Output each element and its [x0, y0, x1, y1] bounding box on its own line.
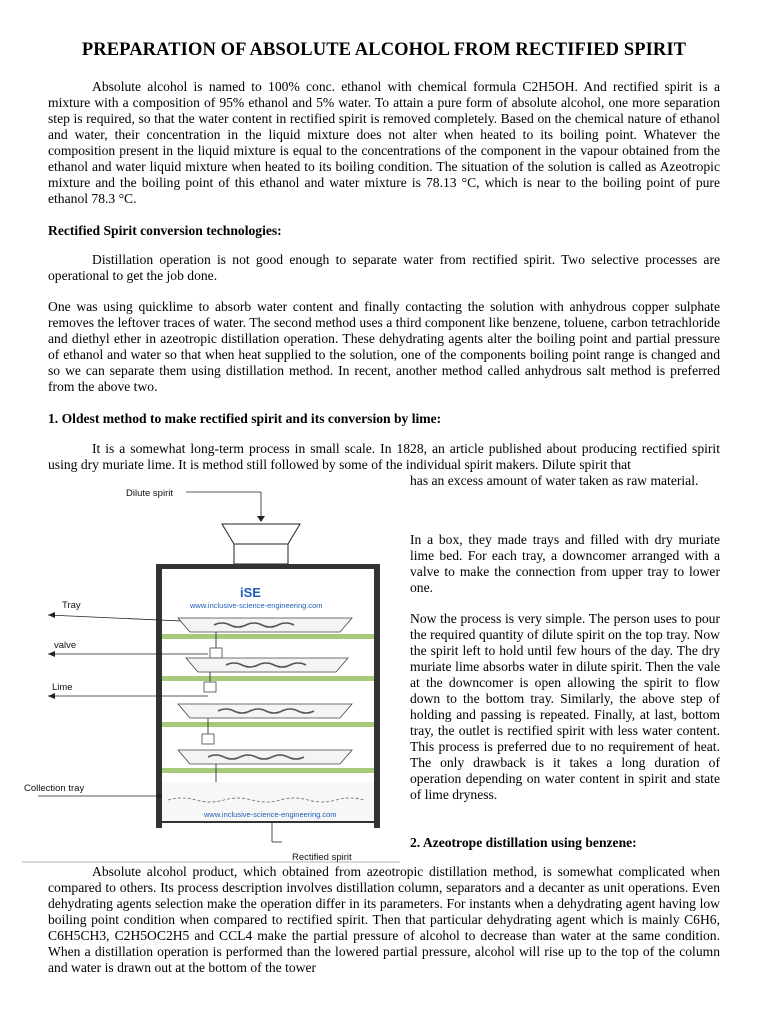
- label-valve: valve: [54, 640, 77, 651]
- technologies-paragraph-2: One was using quicklime to absorb water content and finally contacting the solution with anhydrous copper sulphate removes the leftover traces of water. The second method uses a third component like benzene, toluene, carbon tetrachloride and diethyl ether in azeotropic distillation operation. These dehydrating agents alter the boiling point and partial pressure of ethanol and water so that when heat supplied to the solution, one of the components boiling point range is changed and so we can separate them using distillation method. In recent, another method called anhydrous salt method is preferred from the above two.: [48, 299, 720, 394]
- intro-paragraph: Absolute alcohol is named to 100% conc. ethanol with chemical formula C2H5OH. And rectified spirit is a mixture with a composition of 95% ethanol and 5% water. To attain a pure form of absolute alcohol, one more separation step is required, so that the water content in rectified spirit is removed completely. Based on the chemical nature of ethanol and water, their concentration in the liquid mixture does not alter when heated to its boiling point. Whatever the composition present in the liquid mixture is equal to the concentrations of the component in the vapour obtained from the ethanol and water liquid mixture when heated to its boiling condition. The situation of the solution is called as Azeotropic mixture and the boiling point of this ethanol and water mixture is 78.13 °C, which is near to the boiling point of pure ethanol 78.3 °C.: [48, 79, 720, 206]
- ise-logo: iSE: [240, 585, 261, 600]
- label-tray: Tray: [62, 600, 81, 611]
- label-dilute-spirit: Dilute spirit: [126, 488, 173, 499]
- watermark-top: www.inclusive-science-engineering.com: [190, 601, 323, 610]
- section-heading-technologies: Rectified Spirit conversion technologies:: [48, 223, 282, 238]
- technologies-paragraph-1: Distillation operation is not good enough to separate water from rectified spirit. Two selective processes are operational to get the job done.: [48, 252, 720, 283]
- label-rectified-spirit: Rectified spirit: [292, 852, 352, 863]
- method1-paragraph-3: Now the process is very simple. The person uses to pour the required quantity of dilute spirit on the top tray. Now the spirit left to hold until few hours of the day. The dry muriate lime absorbs water in dilute spirit. Then the vale at the downcomer is open allowing the spirit to flow down to the bottom tray. Similarly, the above step of holding and passing is repeated. Finally, at last, bottom tray, the outlet is rectified spirit with less water content. This process is preferred due to no requirement of heat. The only drawback is it takes a long duration of operation depending on water content in spirit and state of lime dryness.: [410, 611, 720, 802]
- method1-paragraph-1: It is a somewhat long-term process in small scale. In 1828, an article published about producing rectified spirit using dry muriate lime. It is method still followed by some of the individual spirit makers. Dilute spirit that: [48, 441, 720, 472]
- method2-heading: 2. Azeotrope distillation using benzene:: [410, 835, 637, 850]
- label-collection-tray: Collection tray: [24, 783, 85, 794]
- lime-tray-diagram: [18, 482, 400, 864]
- method1-paragraph-1-continued: has an excess amount of water taken as raw material.: [410, 473, 699, 488]
- document-title: PREPARATION OF ABSOLUTE ALCOHOL FROM RECTIFIED SPIRIT: [81, 40, 687, 60]
- watermark-bottom: www.inclusive-science-engineering.com: [204, 810, 337, 819]
- method2-paragraph-1: Absolute alcohol product, which obtained from azeotropic distillation method, is somewhat complicated when compared to others. Its process description involves distillation column, separators and a decanter as unit operations. Even dehydrating agents selection make the operation differ in its parameters. For instants when a dehydrating agent having low boiling point condition when compared to rectified spirit. Then that particular dehydrating agent which is mainly C6H6, C6H5CH3, C2H5OC2H5 and CCL4 make the partial pressure of alcohol to decrease than water at the same condition. When a distillation operation is performed than the lowered partial pressure, alcohol will rise up to the top of the column and water is drawn out at the bottom of the tower: [48, 864, 720, 975]
- method1-paragraph-2: In a box, they made trays and filled with dry muriate lime bed. For each tray, a downcomer arranged with a valve to make the connection from upper tray to lower one.: [410, 532, 720, 595]
- label-lime: Lime: [52, 682, 73, 693]
- method1-heading: 1. Oldest method to make rectified spirit and its conversion by lime:: [48, 411, 442, 426]
